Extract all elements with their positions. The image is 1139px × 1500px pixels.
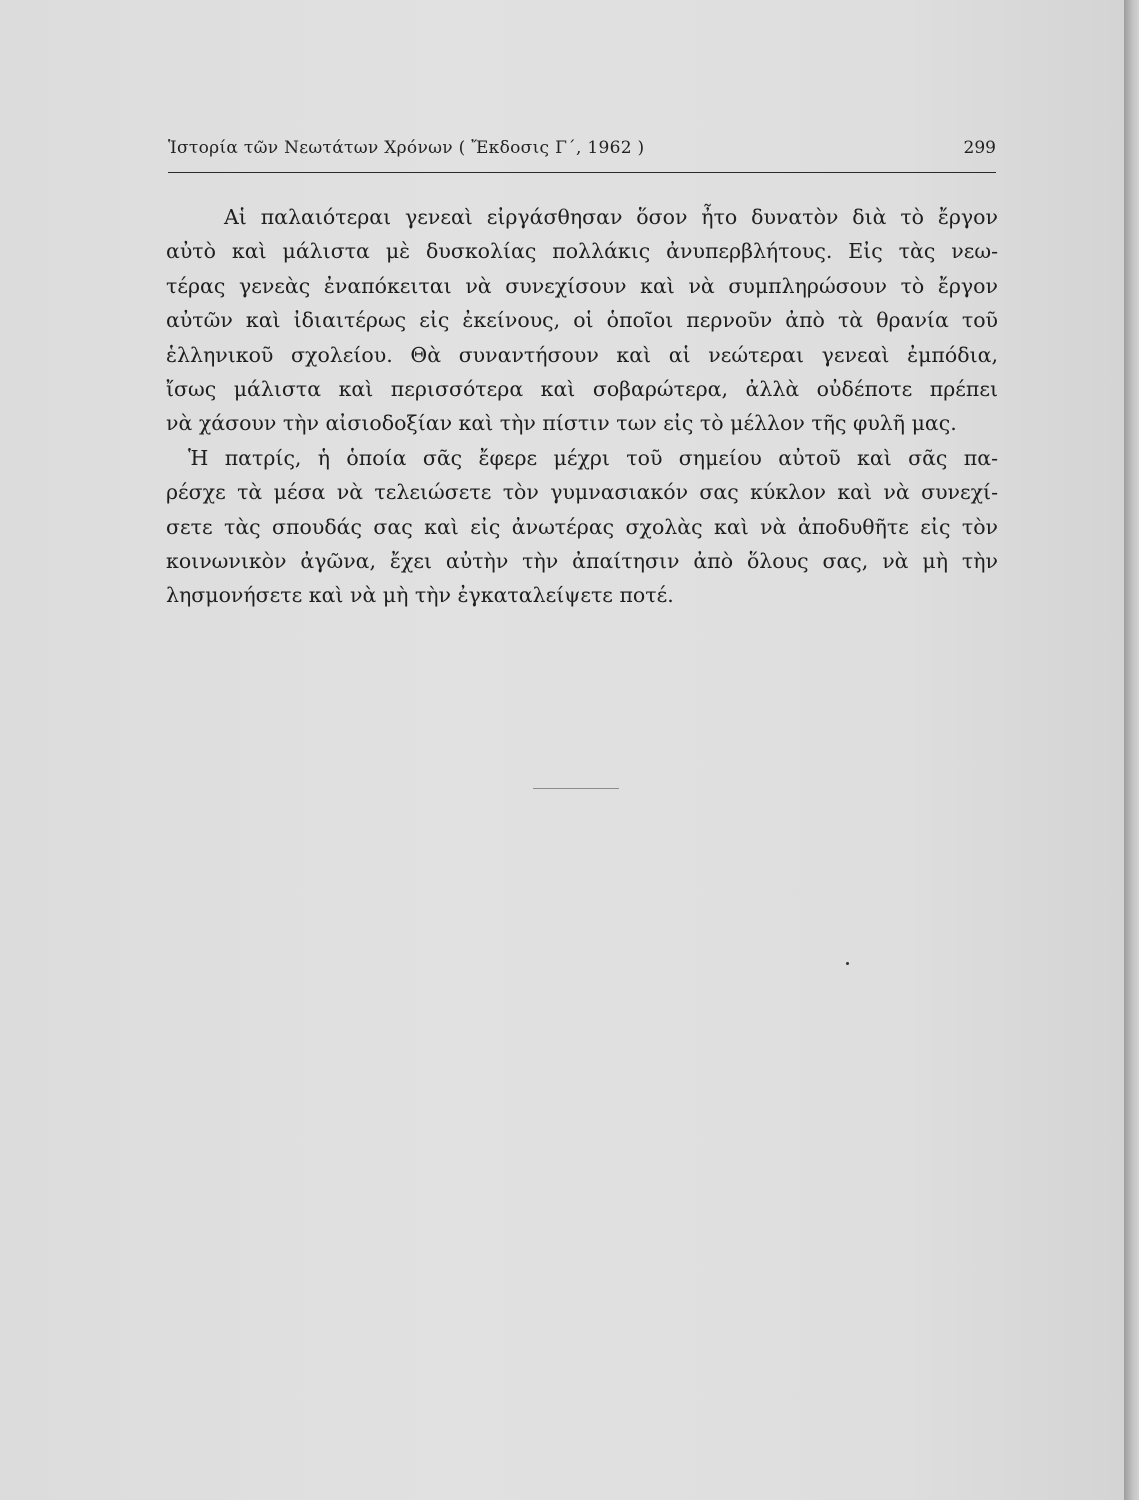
text-line: τέρας γενεὰς ἐναπόκειται νὰ συνεχίσουν καὶ νὰ συμπληρώσουν τὸ ἔργον [166, 273, 998, 298]
ink-speck [846, 962, 849, 965]
text-line: ρέσχε τὰ μέσα νὰ τελειώσετε τὸν γυμνασιακόν σας κύκλον καὶ νὰ συνεχί- [166, 480, 998, 505]
body-text [166, 200, 998, 613]
text-line: Αἱ παλαιότεραι γενεαὶ εἰργάσθησαν ὅσον ἦτο δυνατὸν διὰ τὸ ἔργον [224, 205, 998, 229]
text-line: σετε τὰς σπουδάς σας καὶ εἰς ἀνωτέρας σχολὰς καὶ νὰ ἀποδυθῆτε εἰς τὸν [166, 514, 998, 539]
text-line: αὐτῶν καὶ ἰδιαιτέρως εἰς ἐκείνους, οἱ ὁποῖοι περνοῦν ἀπὸ τὰ θρανία τοῦ [166, 308, 998, 333]
text-line: ἑλληνικοῦ σχολείου. Θὰ συναντήσουν καὶ αἱ νεώτεραι γενεαὶ ἐμπόδια, [166, 342, 998, 367]
text-line: λησμονήσετε καὶ νὰ μὴ τὴν ἐγκαταλείψετε ποτέ. [166, 583, 674, 608]
running-header [168, 138, 996, 173]
page-number: 299 [963, 138, 996, 158]
text-line: Ἡ πατρίς, ἡ ὁποία σᾶς ἔφερε μέχρι τοῦ σημείου αὐτοῦ καὶ σᾶς πα- [188, 445, 998, 470]
page-edge-shadow [1124, 0, 1139, 1500]
text-line: κοινωνικὸν ἀγῶνα, ἔχει αὐτὴν τὴν ἀπαίτησιν ἀπὸ ὅλους σας, νὰ μὴ τὴν [166, 549, 998, 574]
decorative-rule [533, 788, 619, 789]
text-line: ἴσως μάλιστα καὶ περισσότερα καὶ σοβαρώτερα, ἀλλὰ οὐδέποτε πρέπει [166, 377, 998, 402]
running-title: Ἱστορία τῶν Νεωτάτων Χρόνων ( Ἔκδοσις Γ΄, 1962 ) [168, 138, 645, 158]
text-line: νὰ χάσουν τὴν αἰσιοδοξίαν καὶ τὴν πίστιν των εἰς τὸ μέλλον τῆς φυλῆ μας. [166, 411, 957, 436]
text-line: αὐτὸ καὶ μάλιστα μὲ δυσκολίας πολλάκις ἀνυπερβλήτους. Εἰς τὰς νεω- [166, 239, 998, 264]
